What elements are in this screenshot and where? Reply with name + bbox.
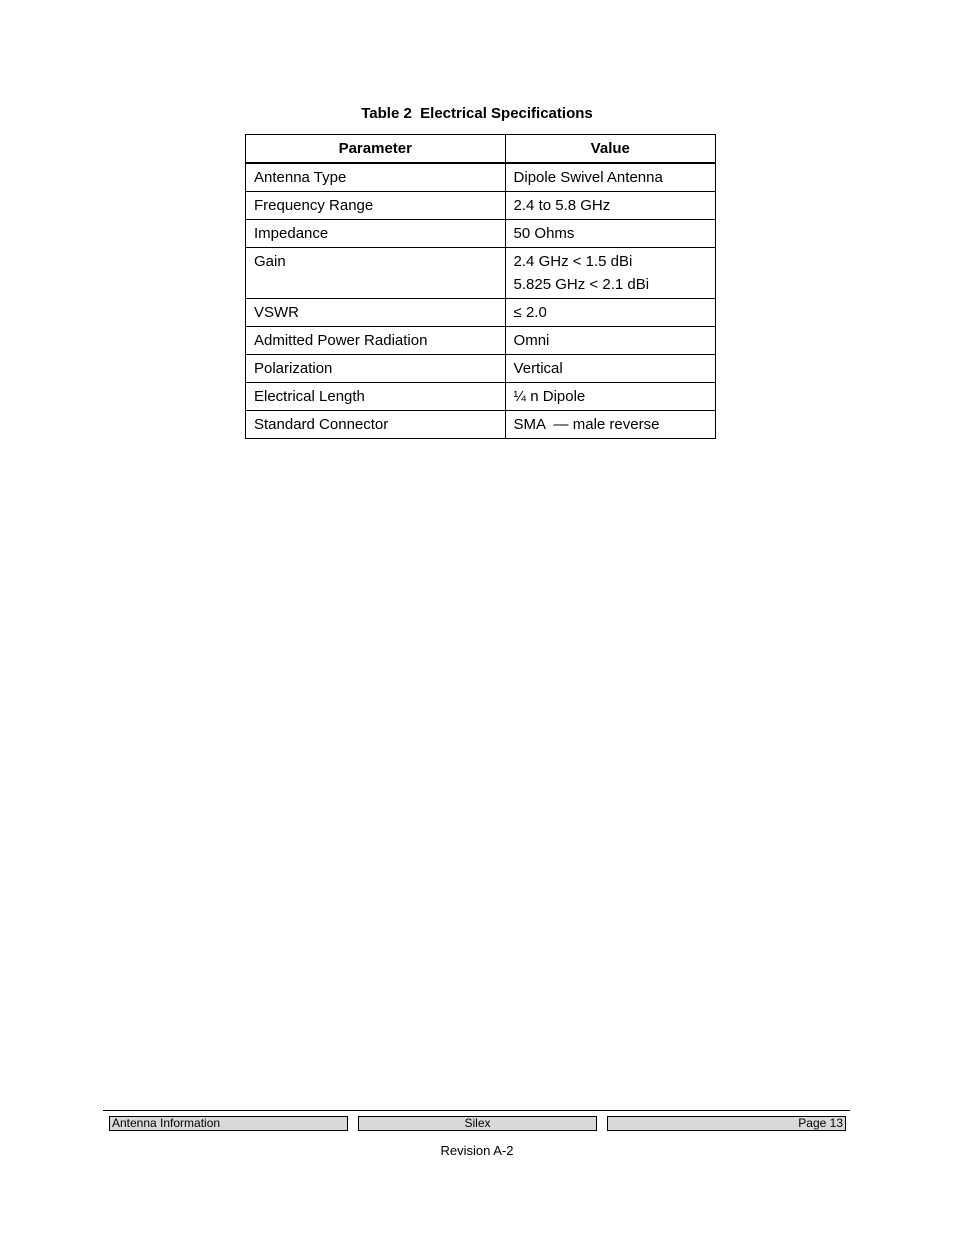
table-row [246, 248, 716, 299]
value-line: Omni [513, 332, 550, 349]
value-line: ≤ 2.0 [513, 304, 547, 321]
table-row [246, 163, 716, 192]
parameter-cell: Standard Connector [246, 411, 506, 439]
parameter-cell: Gain [246, 248, 506, 299]
value-cell [505, 383, 715, 411]
footer-section-title: Antenna Information [109, 1116, 348, 1131]
footer-revision: Revision A-2 [440, 1143, 514, 1158]
value-line: 5.825 GHz < 2.1 dBi [513, 276, 650, 293]
table-row [246, 355, 716, 383]
footer-divider [103, 1110, 850, 1111]
value-cell [505, 220, 715, 248]
table-row [246, 411, 716, 439]
value-line: Dipole Swivel Antenna [513, 169, 663, 186]
value-cell [505, 411, 715, 439]
value-line: ¼ n Dipole [513, 388, 586, 405]
value-cell [505, 248, 715, 299]
footer-page-number: Page 13 [607, 1116, 846, 1131]
table-row [246, 383, 716, 411]
parameter-cell: Impedance [246, 220, 506, 248]
electrical-specifications-table [245, 134, 716, 439]
table-row [246, 327, 716, 355]
value-line: 2.4 to 5.8 GHz [513, 197, 611, 214]
column-header-value: Value [505, 135, 715, 164]
value-line: SMA — male reverse [513, 416, 660, 433]
table-row [246, 299, 716, 327]
table-header-row [246, 135, 716, 164]
value-cell [505, 192, 715, 220]
footer-company: Silex [358, 1116, 597, 1131]
value-cell [505, 327, 715, 355]
table-row [246, 192, 716, 220]
value-line: 50 Ohms [513, 225, 575, 242]
parameter-cell: Frequency Range [246, 192, 506, 220]
parameter-cell: Electrical Length [246, 383, 506, 411]
parameter-cell: Antenna Type [246, 163, 506, 192]
parameter-cell: VSWR [246, 299, 506, 327]
value-line: Vertical [513, 360, 563, 377]
value-line: 2.4 GHz < 1.5 dBi [513, 253, 633, 270]
table-row [246, 220, 716, 248]
value-cell [505, 163, 715, 192]
table-caption: Table 2 Electrical Specifications [361, 105, 593, 122]
parameter-cell: Polarization [246, 355, 506, 383]
value-cell [505, 355, 715, 383]
column-header-parameter: Parameter [246, 135, 506, 164]
parameter-cell: Admitted Power Radiation [246, 327, 506, 355]
value-cell [505, 299, 715, 327]
